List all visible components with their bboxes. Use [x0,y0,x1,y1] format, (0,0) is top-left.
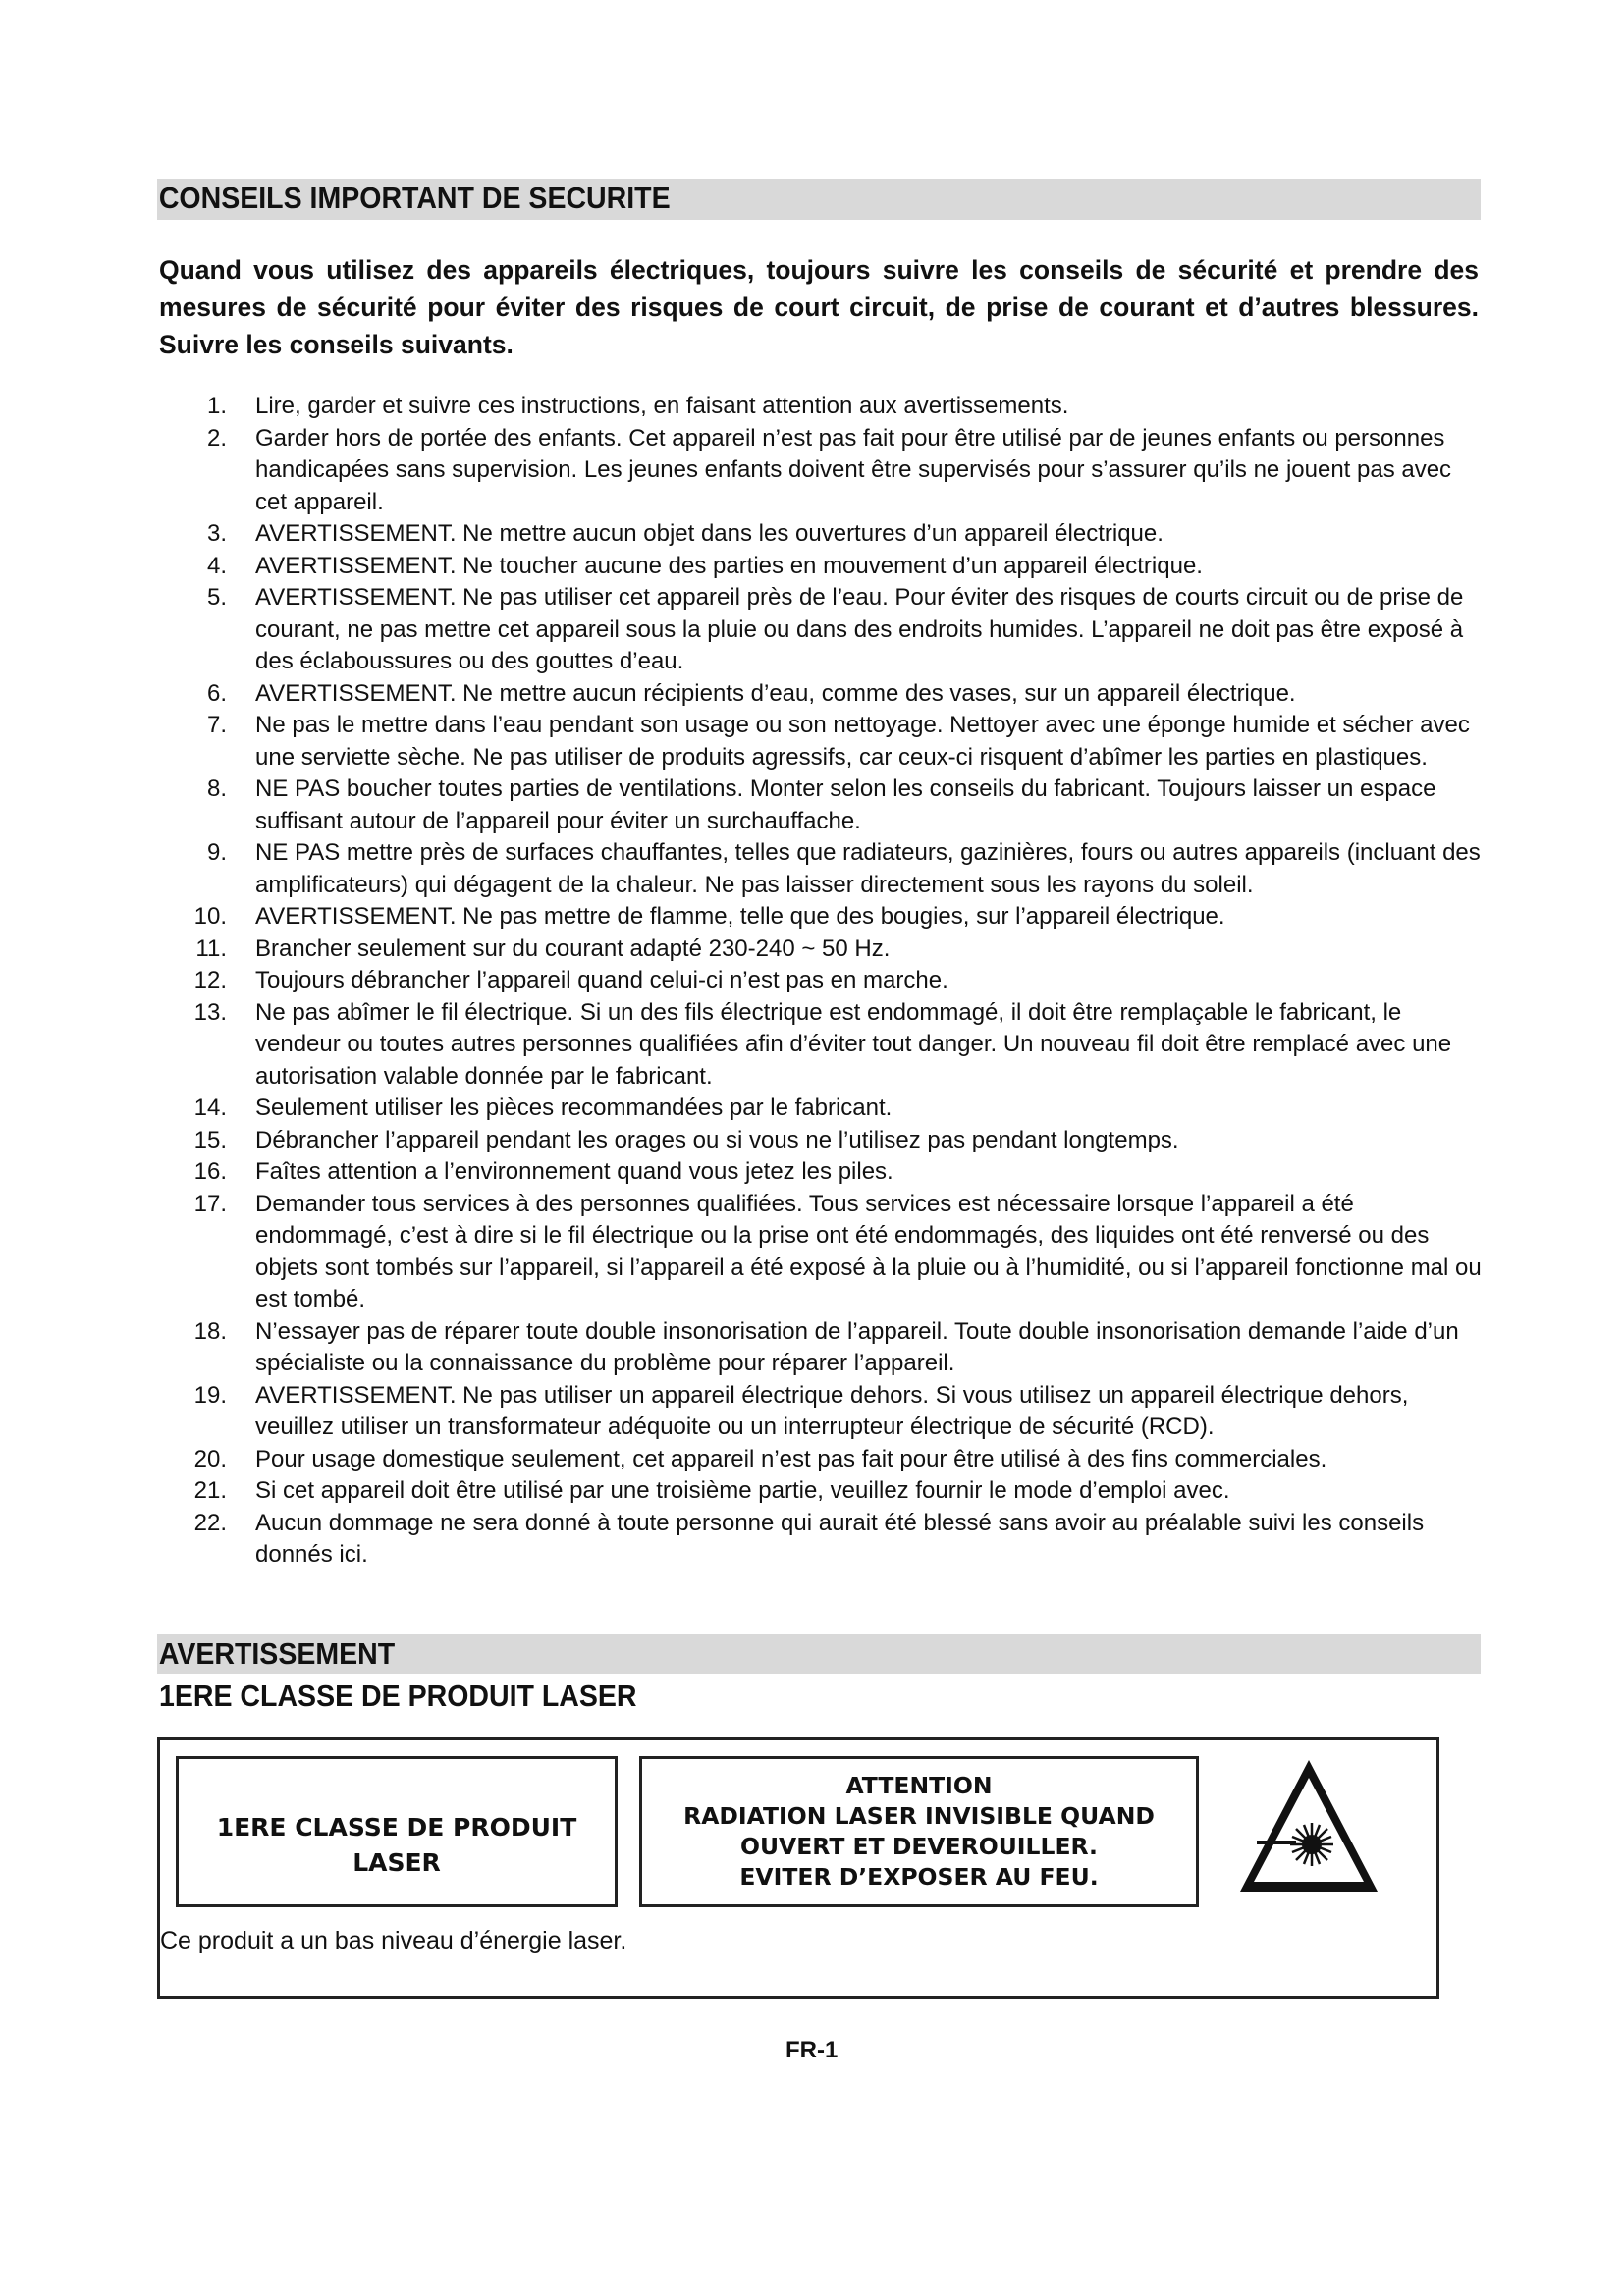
list-item: 21. Si cet appareil doit être utilisé par une troisième partie, veuillez fournir le mode d’emploi avec. [193,1477,1230,1504]
list-item: 19. AVERTISSEMENT. Ne pas utiliser un appareil électrique dehors. Si vous utilisez un appareil électrique dehors, veuillez utiliser un transformateur adéquoite ou un interrupteur électrique de sécurité (RCD). [193,1381,1409,1440]
laser-energy-note: Ce produit a un bas niveau d’énergie laser. [160,1927,627,1954]
list-item: 9. NE PAS mettre près de surfaces chauffantes, telles que radiateurs, gazinières, fours ou autres appareils (incluant des amplificateurs) qui dégagent de la chaleur. Ne pas laisser directement sous les rayons du soleil. [206,839,1481,898]
laser-warning-frame [157,1737,1439,1999]
safety-section-header [157,179,1481,220]
list-item: 10. AVERTISSEMENT. Ne pas mettre de flamme, telle que des bougies, sur l’appareil électrique. [193,903,1225,930]
safety-intro: Quand vous utilisez des appareils électriques, toujours suivre les conseils de sécurité et prendre des mesures de sécurité pour éviter des risques de court circuit, de prise de courant et d’autres blessures. Suivre les conseils suivants. [159,255,1479,359]
list-item: 14. Seulement utiliser les pièces recommandées par le fabricant. [193,1095,893,1121]
list-item: 20. Pour usage domestique seulement, cet appareil n’est pas fait pour être utilisé à des fins commerciales. [193,1445,1327,1472]
list-item: 11. Brancher seulement sur du courant adapté 230-240 ~ 50 Hz. [195,934,891,962]
list-item: 16. Faîtes attention a l’environnement quand vous jetez les piles. [193,1158,893,1185]
list-item: 15. Débrancher l’appareil pendant les orages ou si vous ne l’utilisez pas pendant longtemps. [193,1126,1179,1153]
laser-warning-icon [1235,1754,1382,1899]
list-item: 6. AVERTISSEMENT. Ne mettre aucun récipients d’eau, comme des vases, sur un appareil électrique. [206,679,1296,707]
page-number: FR-1 [785,2037,839,2063]
warning-section-header [157,1634,1481,1674]
list-item: 18. N’essayer pas de réparer toute double insonorisation de l’appareil. Toute double insonorisation demande l’aide d’un spécialiste ou la connaissance du problème pour réparer l’appareil. [193,1317,1459,1376]
list-item: 1. Lire, garder et suivre ces instructions, en faisant attention aux avertissements. [206,393,1069,419]
list-item: 7. Ne pas le mettre dans l’eau pendant son usage ou son nettoyage. Nettoyer avec une éponge humide et sécher avec une serviette sèche. Ne pas utiliser de produits agressifs, car ceux-ci risquent d’abîmer les parties en plastiques. [206,712,1470,771]
list-item: 3. AVERTISSEMENT. Ne mettre aucun objet dans les ouvertures d’un appareil électrique. [206,520,1164,547]
list-item: 22. Aucun dommage ne sera donné à toute personne qui aurait été blessé sans avoir au préalable suivi les conseils donnés ici. [193,1509,1425,1568]
list-item: 12. Toujours débrancher l’appareil quand celui-ci n’est pas en marche. [193,967,948,993]
laser-class-title: 1ERE CLASSE DE PRODUIT LASER [159,1679,637,1713]
attention-label: ATTENTION RADIATION LASER INVISIBLE QUAND OUVERT ET DEVEROUILLER. EVITER D’EXPOSER AU FEU. [639,1756,1199,1907]
warning-section-title: AVERTISSEMENT [158,1636,396,1671]
safety-section-title: CONSEILS IMPORTANT DE SECURITE [158,181,671,215]
list-item: 13. Ne pas abîmer le fil électrique. Si un des fils électrique est endommagé, il doit être remplaçable le fabricant, le vendeur ou toutes autres personnes qualifiées afin d’éviter tout danger. Un nouveau fil doit être remplacé avec une autorisation valable donnée par le fabricant. [193,998,1452,1090]
list-item: 4. AVERTISSEMENT. Ne toucher aucune des parties en mouvement d’un appareil électrique. [206,552,1203,579]
list-item: 17. Demander tous services à des personnes qualifiées. Tous services est nécessaire lorsque l’appareil a été endommagé, c’est à dire si le fil électrique ou la prise ont été endommagés, des liquides ont été renversé ou des objets sont tombés sur l’appareil, si l’appareil a été exposé à la pluie ou à l’humidité, ou si l’appareil fonctionne mal ou est tombé. [193,1190,1482,1312]
list-item: 5. AVERTISSEMENT. Ne pas utiliser cet appareil près de l’eau. Pour éviter des risques de courts circuit ou de prise de courant, ne pas mettre cet appareil sous la pluie ou dans des endroits humides. L’appareil ne doit pas être exposé à des éclaboussures ou des gouttes d’eau. [206,584,1464,674]
list-item: 8. NE PAS boucher toutes parties de ventilations. Monter selon les conseils du fabricant. Toujours laisser un espace suffisant autour de l’appareil pour éviter un surchauffache. [206,775,1436,834]
safety-rules-list [191,391,1488,1572]
laser-class-label: 1ERE CLASSE DE PRODUIT LASER [176,1756,618,1907]
list-item: 2. Garder hors de portée des enfants. Cet appareil n’est pas fait pour être utilisé par de jeunes enfants ou personnes handicapées sans supervision. Les jeunes enfants doivent être supervisés pour s’assurer qu’ils ne jouent pas avec cet appareil. [206,424,1452,515]
